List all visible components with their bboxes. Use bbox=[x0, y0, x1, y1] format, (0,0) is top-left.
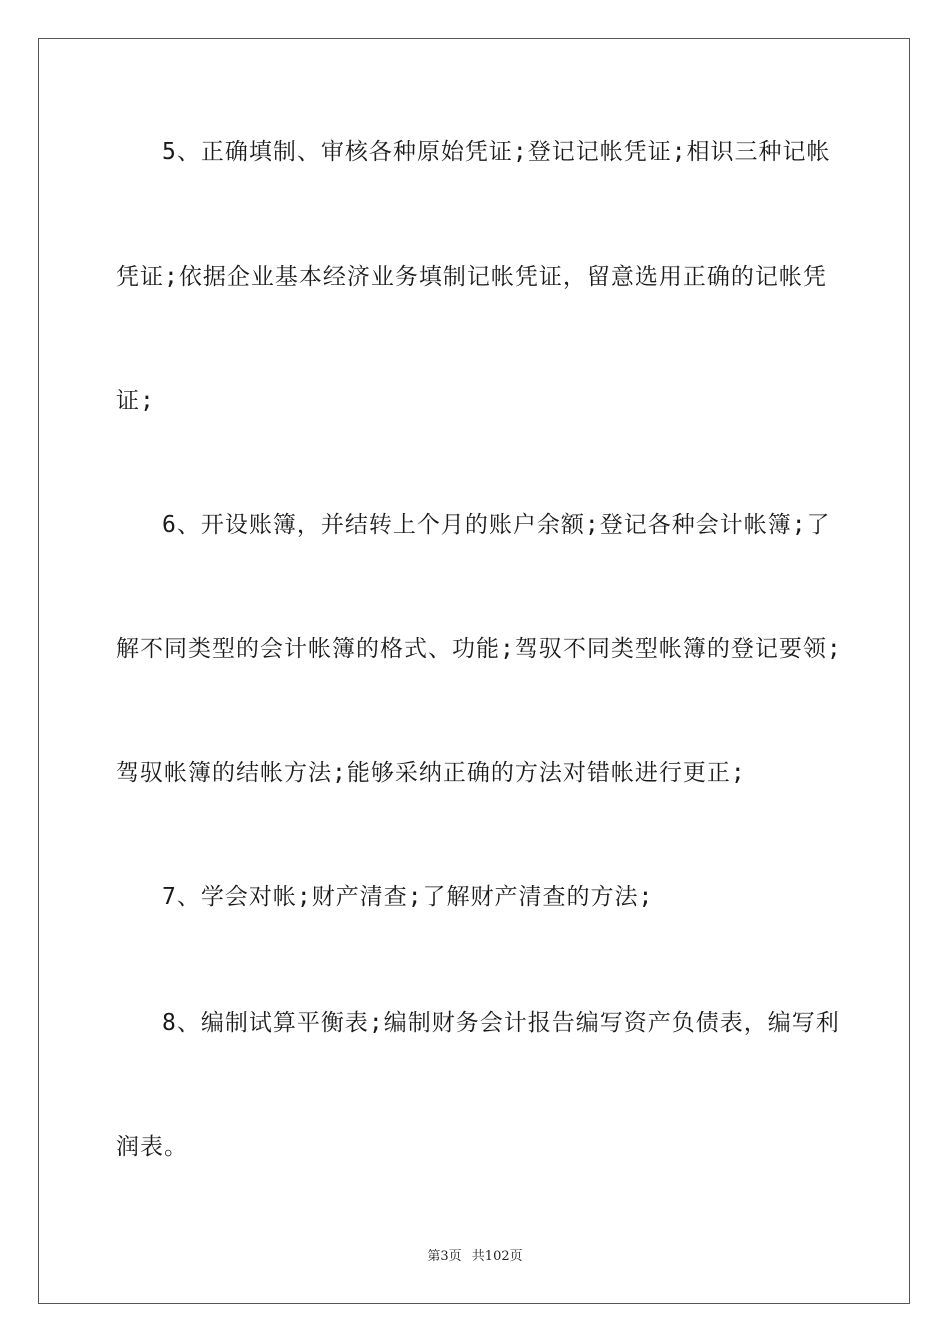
paragraph-5-line-1: 5、正确填制、审核各种原始凭证;登记记帐凭证;相识三种记帐 bbox=[162, 139, 831, 165]
total-pages: 共102页 bbox=[471, 1249, 523, 1264]
paragraph-6-line-3: 驾驭帐簿的结帐方法;能够采纳正确的方法对错帐进行更正; bbox=[116, 760, 746, 786]
page-number: 第3页 bbox=[427, 1249, 462, 1264]
paragraph-7-line-1: 7、学会对帐;财产清查;了解财产清查的方法; bbox=[162, 884, 654, 910]
paragraph-6-line-2: 解不同类型的会计帐簿的格式、功能;驾驭不同类型帐簿的登记要领; bbox=[116, 636, 842, 662]
paragraph-8-line-1: 8、编制试算平衡表;编制财务会计报告编写资产负债表，编写利 bbox=[162, 1010, 840, 1036]
paragraph-8-line-2: 润表。 bbox=[116, 1134, 188, 1160]
page-border bbox=[38, 38, 910, 1304]
paragraph-5-line-2: 凭证;依据企业基本经济业务填制记帐凭证，留意选用正确的记帐凭 bbox=[116, 264, 827, 290]
page-footer bbox=[0, 1245, 950, 1264]
paragraph-5-line-3: 证; bbox=[116, 388, 155, 414]
paragraph-6-line-1: 6、开设账簿，并结转上个月的账户余额;登记各种会计帐簿;了 bbox=[162, 512, 831, 538]
